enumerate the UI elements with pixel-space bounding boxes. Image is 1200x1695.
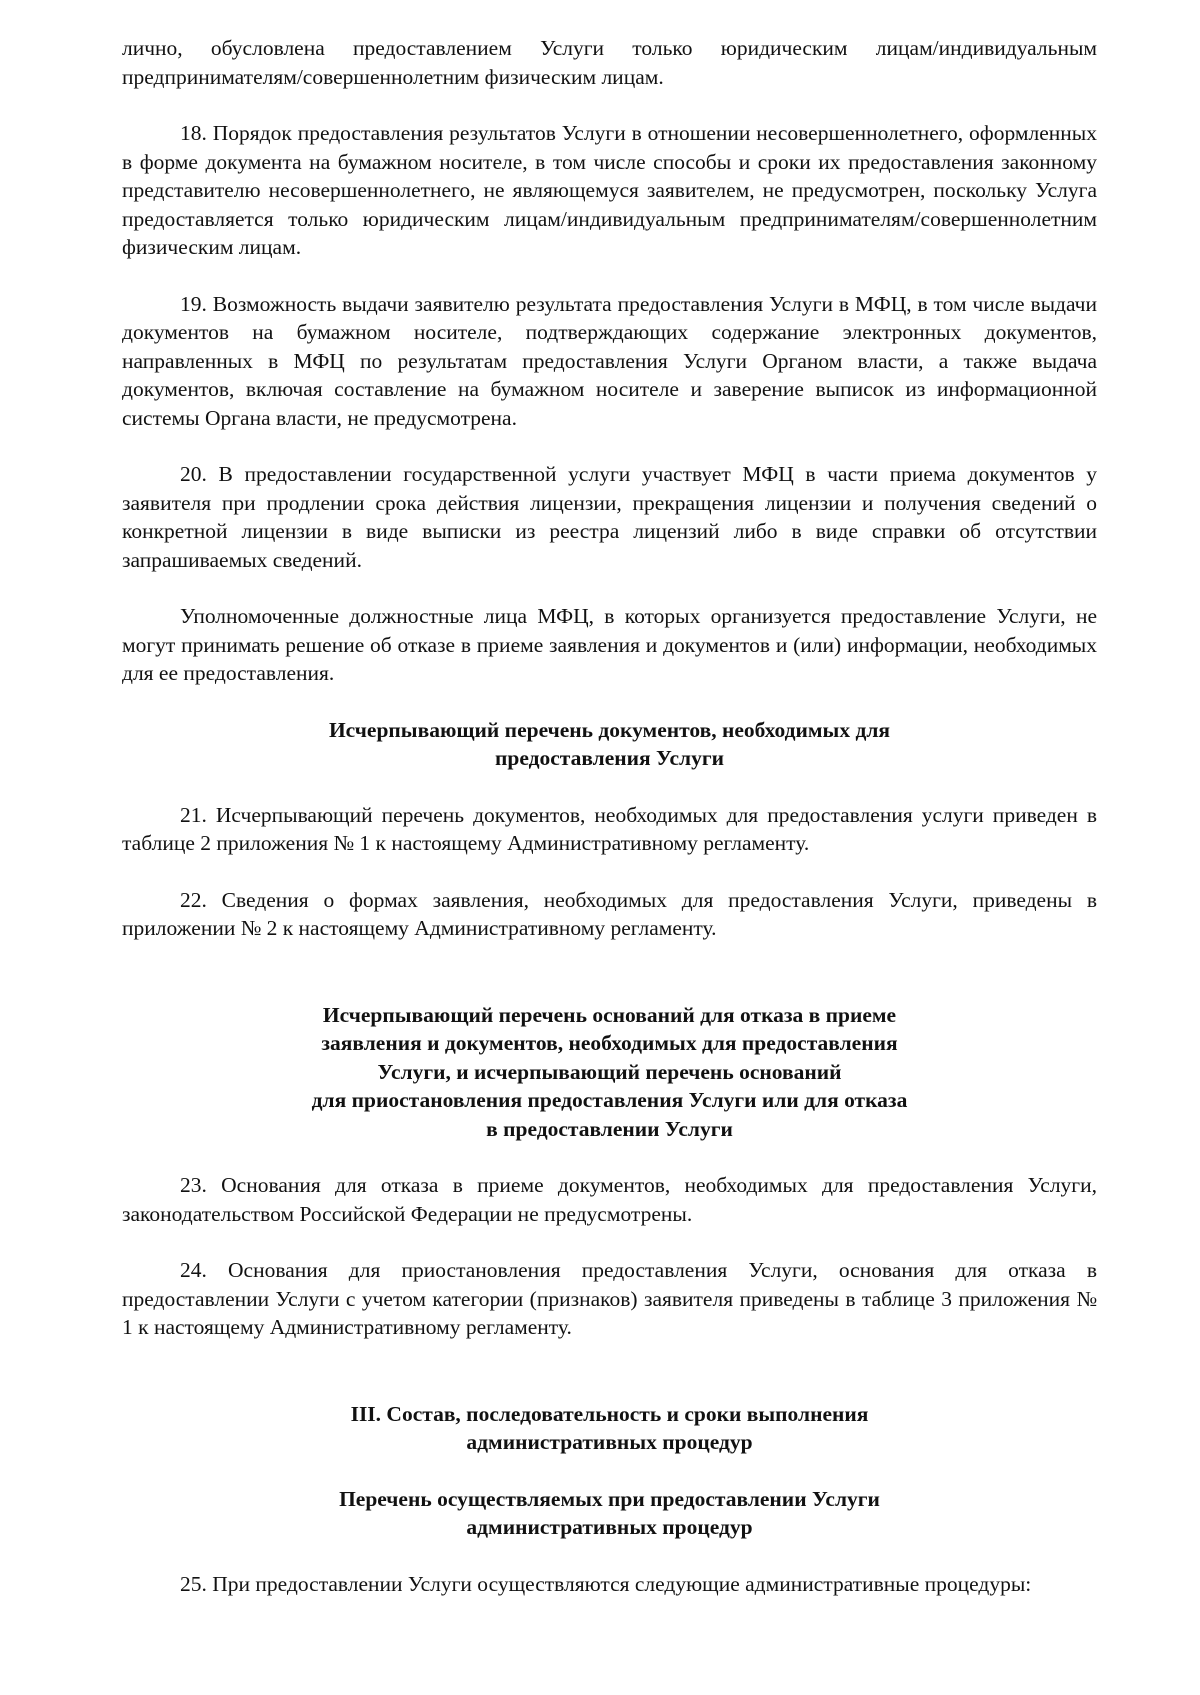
heading-line: предоставления Услуги [494, 746, 725, 770]
heading-line: административных процедур [466, 1430, 753, 1454]
paragraph-20: 20. В предоставлении государственной услуги участвует МФЦ в части приема документов у заявителя при продлении срока действия лицензии, прекращения лицензии и получения сведений о конкретной лицензии в виде выписки из реестра лицензий либо в виде справки об отсутствии запрашиваемых сведений. [122, 462, 1097, 572]
paragraph-continuation: лично, обусловлена предоставлением Услуги только юридическим лицам/индивидуальным предпринимателям/совершеннолетним физическим лицам. [122, 36, 1097, 89]
spacer [122, 262, 1097, 290]
section-heading-refusal-grounds [122, 1001, 1097, 1144]
paragraph-22: 22. Сведения о формах заявления, необходимых для предоставления Услуги, приведены в приложении № 2 к настоящему Административному регламенту. [122, 887, 1097, 940]
paragraph-20-mfc: Уполномоченные должностные лица МФЦ, в которых организуется предоставление Услуги, не могут принимать решение об отказе в приеме заявления и документов и (или) информации, необходимых для ее предоставления. [122, 604, 1097, 685]
spacer [122, 1228, 1097, 1256]
heading-line: в предоставлении Услуги [486, 1116, 733, 1141]
spacer [122, 1143, 1097, 1171]
heading-line: Услуги, и исчерпывающий перечень оснований [377, 1059, 842, 1084]
spacer [122, 1342, 1097, 1400]
heading-line: заявления и документов, необходимых для предоставления [321, 1031, 898, 1055]
paragraph-18: 18. Порядок предоставления результатов Услуги в отношении несовершеннолетнего, оформленных в форме документа на бумажном носителе, в том числе способы и сроки их предоставления законному представителю несовершеннолетнего, не являющемуся заявителем, не предусмотрен, поскольку Услуга предоставляется только юридическим лицам/индивидуальным предпринимателям/совершеннолетним физическим лицам. [122, 121, 1097, 259]
heading-line: административных процедур [466, 1515, 753, 1539]
heading-line: Перечень осуществляемых при предоставлении Услуги [339, 1486, 880, 1511]
heading-line: Исчерпывающий перечень документов, необходимых для [328, 717, 891, 742]
paragraph-21: 21. Исчерпывающий перечень документов, необходимых для предоставления услуги приведен в таблице 2 приложения № 1 к настоящему Административному регламенту. [122, 802, 1097, 855]
spacer [122, 574, 1097, 602]
spacer [122, 688, 1097, 716]
spacer [122, 1542, 1097, 1570]
paragraph-24: 24. Основания для приостановления предоставления Услуги, основания для отказа в предоставлении Услуги с учетом категории (признаков) заявителя приведены в таблице 3 приложения № 1 к настоящему Административному регламенту. [122, 1258, 1097, 1339]
spacer [122, 91, 1097, 119]
spacer [122, 1457, 1097, 1485]
paragraph-23: 23. Основания для отказа в приеме документов, необходимых для предоставления Услуги, законодательством Российской Федерации не предусмотрены. [122, 1173, 1097, 1226]
spacer [122, 773, 1097, 801]
spacer [122, 858, 1097, 886]
paragraph-19: 19. Возможность выдачи заявителю результата предоставления Услуги в МФЦ, в том числе выдачи документов на бумажном носителе, подтверждающих содержание электронных документов, направленных в МФЦ по результатам предоставления Услуги Органом власти, а также выдача документов, включая составление на бумажном носителе и заверение выписок из информационной системы Органа власти, не предусмотрена. [122, 291, 1097, 430]
document-page [122, 34, 1097, 1598]
spacer [122, 943, 1097, 1001]
paragraph-25: 25. При предоставлении Услуги осуществляются следующие административные процедуры: [180, 1571, 1032, 1596]
section-heading-procedures [122, 1485, 1097, 1542]
heading-line: Исчерпывающий перечень оснований для отказа в приеме [322, 1002, 897, 1027]
spacer [122, 432, 1097, 460]
heading-line: III. Состав, последовательность и сроки выполнения [350, 1401, 869, 1426]
section-heading-chapter-3 [122, 1400, 1097, 1457]
heading-line: для приостановления предоставления Услуги или для отказа [311, 1088, 908, 1112]
section-heading-documents [122, 716, 1097, 773]
